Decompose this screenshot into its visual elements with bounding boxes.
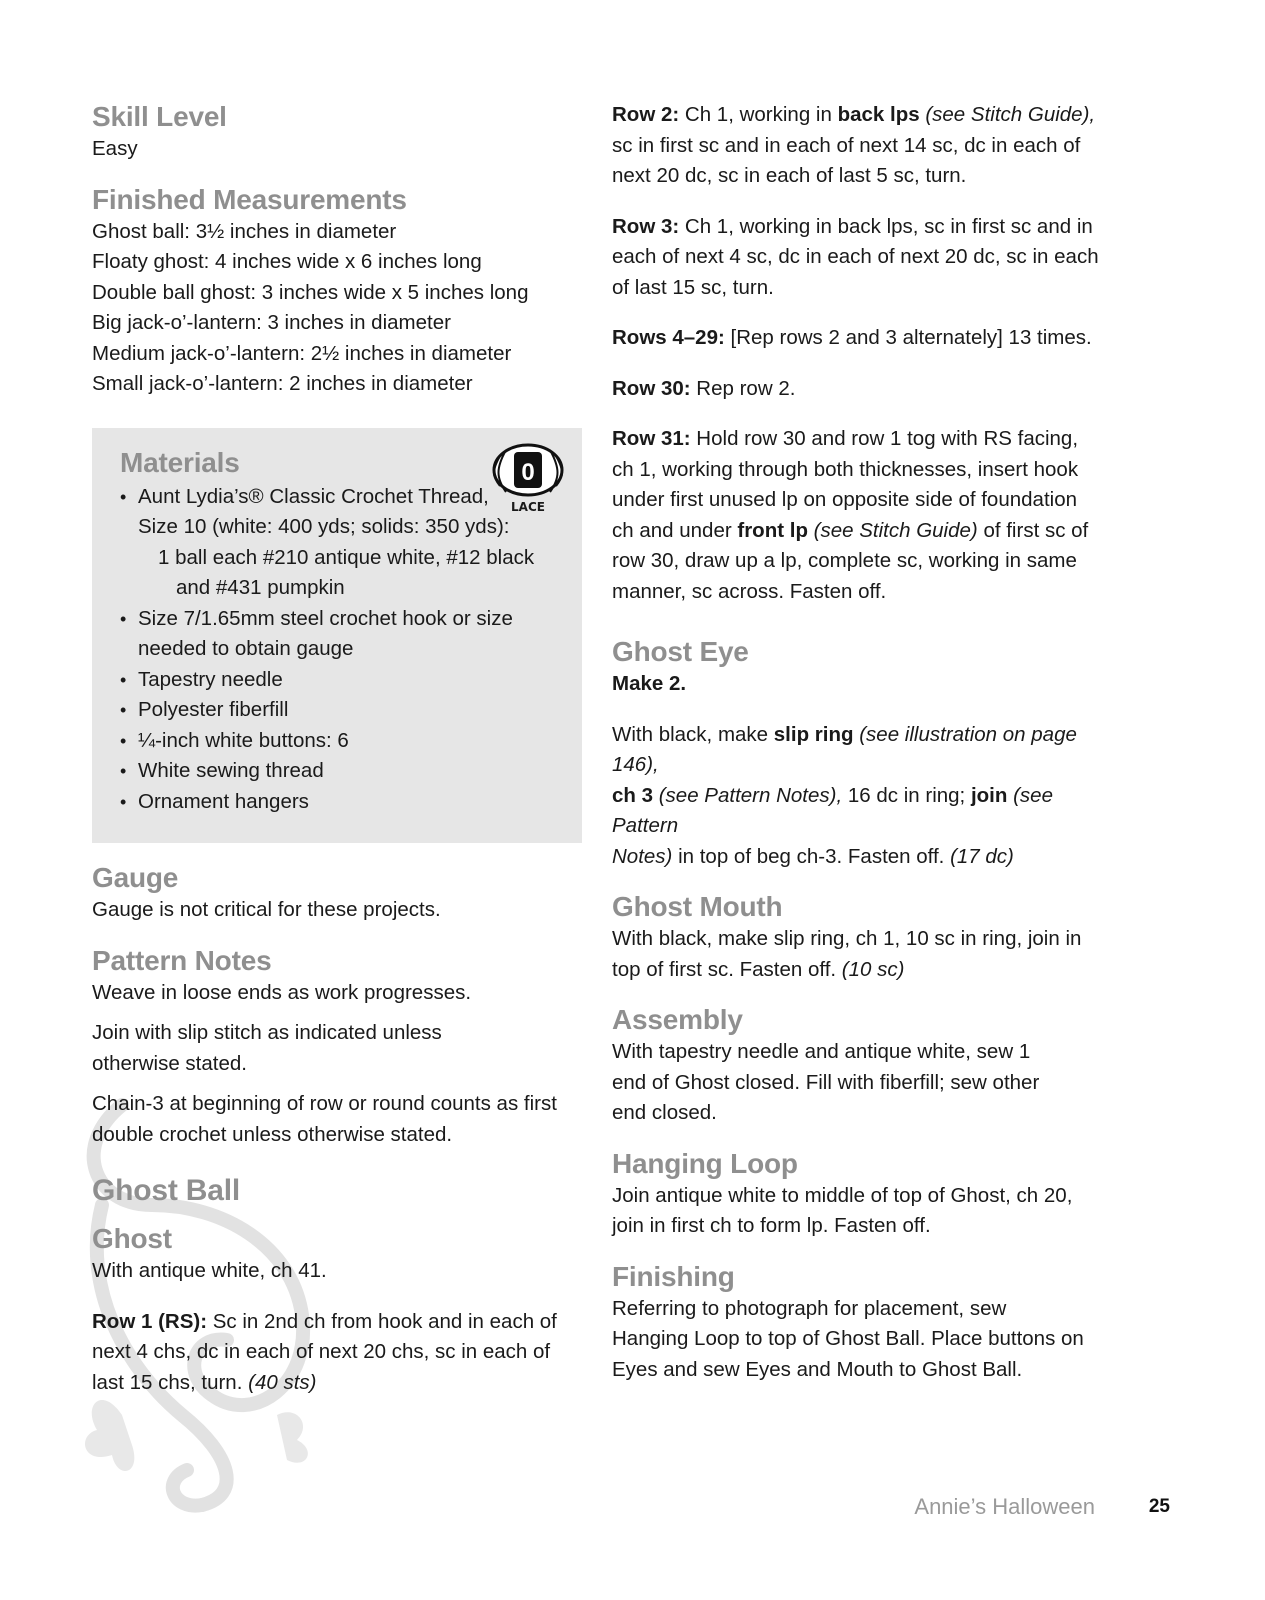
- materials-box: [92, 428, 582, 844]
- right-column: [612, 100, 1107, 1385]
- finished-measurements-heading: Finished Measurements: [92, 183, 407, 215]
- list-item: • Tapestry needle: [120, 665, 582, 696]
- list-item: • Ornament hangers: [120, 787, 582, 818]
- finishing-heading: Finishing: [612, 1260, 735, 1292]
- skill-level-text: Easy: [92, 137, 138, 160]
- list-item: • Polyester fiberfill: [120, 695, 582, 726]
- row-3-instruction: Row 3: Ch 1, working in back lps, sc in first sc and in each of next 4 sc, dc in each of next 20 dc, sc in each of last 15 sc, turn.: [612, 214, 1099, 299]
- measurement-line: Ghost ball: 3½ inches in diameter: [92, 219, 397, 243]
- row-31-instruction: Row 31: Hold row 30 and row 1 tog with RS facing, ch 1, working through both thicknesses, insert hook under first unused lp on opposite side of foundation ch and under front lp (see Stitch Guide) of first sc of row 30, draw up a lp, complete sc, working in same manner, sc across. Fasten off.: [612, 427, 1089, 603]
- pattern-notes-heading: Pattern Notes: [92, 944, 272, 976]
- measurement-line: Double ball ghost: 3 inches wide x 5 inches long: [92, 280, 529, 304]
- ghost-ball-heading: Ghost Ball: [92, 1174, 241, 1207]
- ghost-heading: Ghost: [92, 1223, 172, 1254]
- measurement-line: Medium jack-o’-lantern: 2½ inches in diameter: [92, 341, 512, 365]
- row-2-instruction: Row 2: Ch 1, working in back lps (see Stitch Guide), sc in first sc and in each of next 14 sc, dc in each of next 20 dc, sc in each of last 5 sc, turn.: [612, 103, 1096, 187]
- ghost-eye-instruction: With black, make slip ring (see illustration on page 146), ch 3 (see Pattern Notes), 16 dc in ring; join (see Pattern Notes) in top of beg ch-3. Fasten off. (17 dc): [612, 722, 1077, 868]
- pattern-note: Weave in loose ends as work progresses.: [92, 980, 472, 1004]
- rows-4-29-instruction: Rows 4–29: [Rep rows 2 and 3 alternately] 13 times.: [612, 326, 1092, 349]
- materials-heading: Materials: [120, 446, 240, 478]
- ghost-mouth-instruction: With black, make slip ring, ch 1, 10 sc in ring, join in top of first sc. Fasten off. (10 sc): [612, 927, 1082, 981]
- gauge-heading: Gauge: [92, 862, 179, 893]
- row-1-instruction: Row 1 (RS): Sc in 2nd ch from hook and in each of next 4 chs, dc in each of next 20 chs, sc in each of last 15 chs, turn. (40 sts): [92, 1309, 557, 1394]
- hanging-loop-heading: Hanging Loop: [612, 1147, 798, 1179]
- footer-page-number: 25: [1148, 1496, 1170, 1517]
- measurement-line: Big jack-o’-lantern: 3 inches in diameter: [92, 311, 451, 334]
- ghost-eye-heading: Ghost Eye: [612, 636, 749, 667]
- footer-book-title: Annie’s Halloween: [914, 1494, 1095, 1519]
- assembly-instruction: With tapestry needle and antique white, sew 1 end of Ghost closed. Fill with fiberfill; sew other end closed.: [612, 1040, 1040, 1124]
- lace-label: LACE: [511, 499, 545, 514]
- ghost-eye-make: Make 2.: [612, 672, 687, 695]
- materials-list: [120, 482, 582, 818]
- measurement-line: Floaty ghost: 4 inches wide x 6 inches long: [92, 250, 482, 273]
- svg-text:0: 0: [521, 458, 535, 486]
- assembly-heading: Assembly: [612, 1004, 743, 1035]
- measurement-line: Small jack-o’-lantern: 2 inches in diameter: [92, 372, 473, 395]
- row-30-instruction: Row 30: Rep row 2.: [612, 376, 796, 400]
- hanging-loop-instruction: Join antique white to middle of top of Ghost, ch 20, join in first ch to form lp. Fasten off.: [612, 1183, 1073, 1237]
- left-column: [92, 100, 582, 1398]
- finishing-instruction: Referring to photograph for placement, sew Hanging Loop to top of Ghost Ball. Place buttons on Eyes and sew Eyes and Mouth to Ghost Ball.: [612, 1296, 1084, 1381]
- skill-level-heading: Skill Level: [92, 101, 227, 132]
- list-item: • ¼-inch white buttons: 6: [120, 726, 582, 757]
- ghost-chain-text: With antique white, ch 41.: [92, 1259, 327, 1282]
- gauge-text: Gauge is not critical for these projects.: [92, 898, 441, 921]
- pattern-note: Join with slip stitch as indicated unless otherwise stated.: [92, 1021, 442, 1075]
- list-item: • Size 7/1.65mm steel crochet hook or size needed to obtain gauge: [120, 604, 582, 665]
- list-item: • White sewing thread: [120, 756, 582, 787]
- list-item: • Aunt Lydia’s® Classic Crochet Thread, Size 10 (white: 400 yds; solids: 350 yds): 1 ball each #210 antique white, #12 black and #431 pumpkin: [120, 482, 582, 604]
- pattern-note: Chain-3 at beginning of row or round counts as first double crochet unless otherwise stated.: [92, 1092, 557, 1146]
- ghost-mouth-heading: Ghost Mouth: [612, 891, 783, 922]
